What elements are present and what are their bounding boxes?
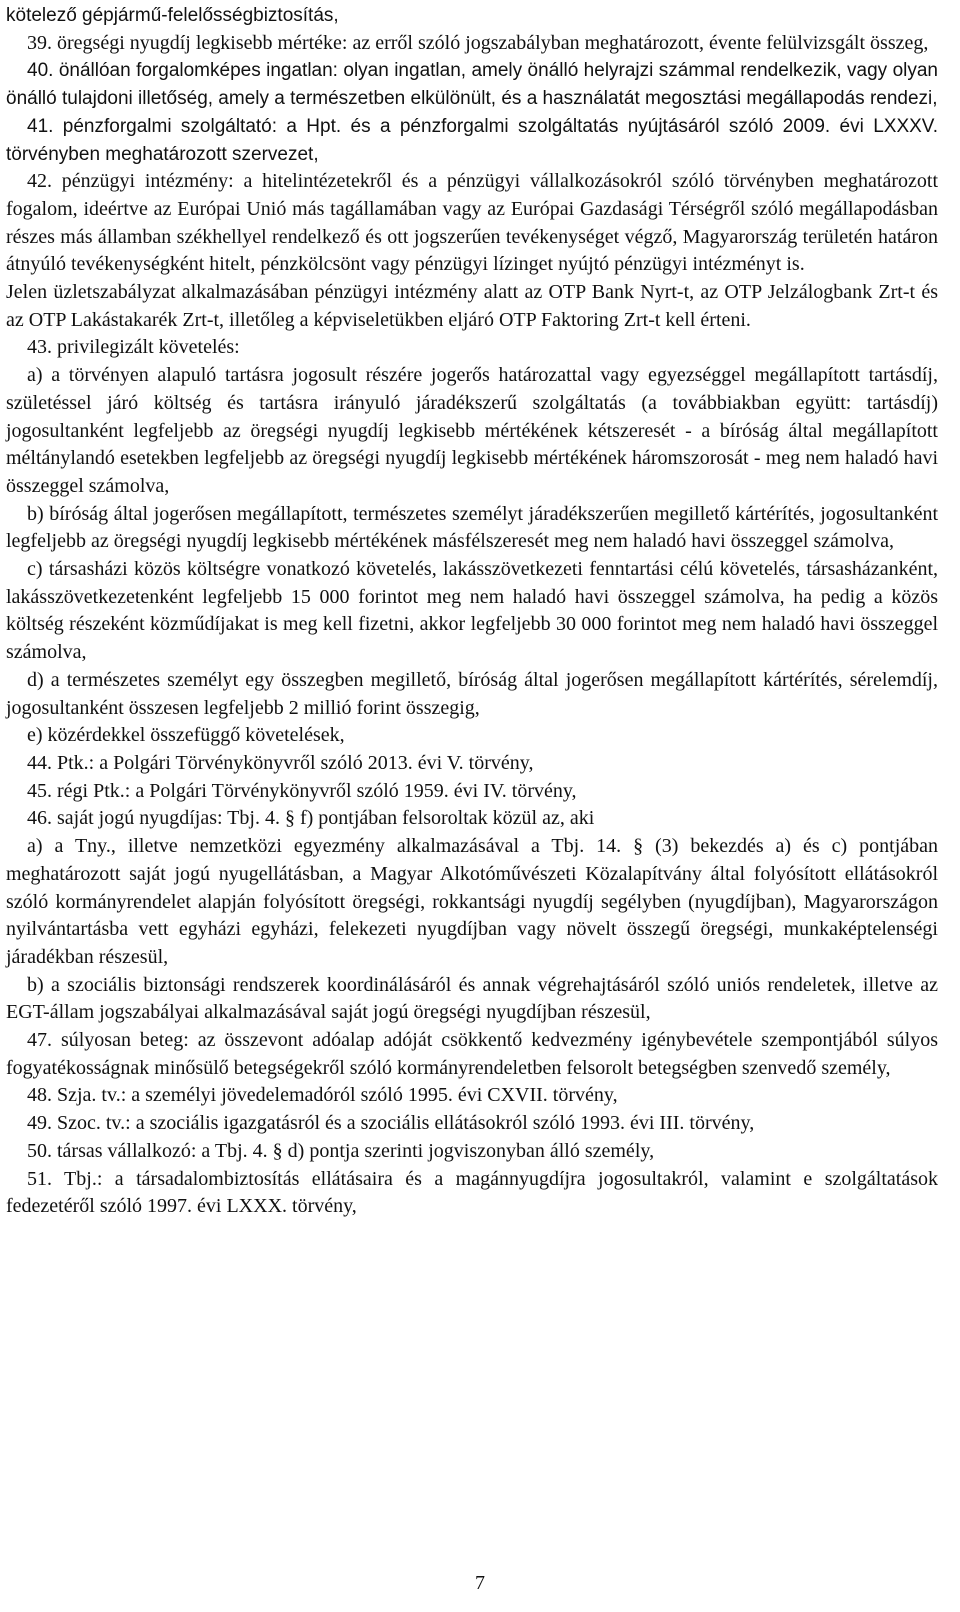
definition-47: 47. súlyosan beteg: az összevont adóalap adóját csökkentő kedvezmény igénybevétele szempontjából súlyos fogyatékosságnak minősülő betegségekről szóló kormányrendeletben felsorolt betegségben szenvedő személy,	[6, 1029, 938, 1079]
definition-39: 39. öregségi nyugdíj legkisebb mértéke: az erről szóló jogszabályban meghatározott, évente felülvizsgált összeg,	[27, 31, 929, 54]
definition-44: 44. Ptk.: a Polgári Törvénykönyvről szóló 2013. évi V. törvény,	[27, 751, 534, 774]
definition-42: 42. pénzügyi intézmény: a hitelintézetekről és a pénzügyi vállalkozásokról szóló törvényben meghatározott fogalom, ideértve az Európai Unió más tagállamában vagy az Európai Gazdasági Térségről szóló megállapodásban részes más államban székhellyel rendelkező és ott jogszerűen tevékenységet végző, Magyarország területén határon átnyúló tevékenységként hitelt, pénzkölcsönt vagy pénzügyi lízinget nyújtó pénzügyi intézményt is.	[6, 170, 938, 276]
document-page	[6, 2, 938, 1221]
definition-48: 48. Szja. tv.: a személyi jövedelemadóról szóló 1995. évi CXVII. törvény,	[27, 1084, 618, 1107]
definition-50: 50. társas vállalkozó: a Tbj. 4. § d) pontja szerinti jogviszonyban álló személy,	[27, 1139, 655, 1162]
definition-43-e: e) közérdekkel összefüggő követelések,	[27, 724, 345, 747]
definition-43-d: d) a természetes személyt egy összegben megillető, bíróság által jogerősen megállapított kártérítés, sérelemdíj, jogosultanként összesen legfeljebb 2 millió forint összegig,	[6, 668, 938, 719]
definition-40: 40. önállóan forgalomképes ingatlan: olyan ingatlan, amely önálló helyrajzi számmal rendelkezik, vagy olyan önálló tulajdoni illetőség, amely a természetben elkülönült, és a használatát megosztási megállapodás rendezi,	[6, 60, 938, 110]
definition-51: 51. Tbj.: a társadalombiztosítás ellátásaira és a magánnyugdíjra jogosultakról, valamint e szolgáltatások fedezetéről szóló 1997. évi LXXX. törvény,	[6, 1167, 938, 1218]
definition-45: 45. régi Ptk.: a Polgári Törvénykönyvről szóló 1959. évi IV. törvény,	[27, 779, 577, 802]
definition-46-b: b) a szociális biztonsági rendszerek koordinálásáról és annak végrehajtásáról szóló uniós rendeletek, illetve az EGT-állam jogszabályai alkalmazásával saját jogú öregségi nyugdíjban részesül,	[6, 973, 938, 1024]
definition-42-note: Jelen üzletszabályzat alkalmazásában pénzügyi intézmény alatt az OTP Bank Nyrt-t, az OTP Jelzálogbank Zrt-t és az OTP Lakástakarék Zrt-t, illetőleg a képviseletükben eljáró OTP Faktoring Zrt-t kell érteni.	[6, 281, 938, 331]
definition-41: 41. pénzforgalmi szolgáltató: a Hpt. és a pénzforgalmi szolgáltatás nyújtásáról szóló 2009. évi LXXXV. törvényben meghatározott szervezet,	[6, 115, 938, 165]
definition-43-a: a) a törvényen alapuló tartásra jogosult részére jogerős határozattal vagy egyezséggel megállapított tartásdíj, születéssel járó költség és tartásra irányuló járadékszerű szolgáltatás (a továbbiakban együtt: tartásdíj) jogosultanként legfeljebb az öregségi nyugdíj legkisebb mértékének kétszeresét - a bíróság által megállapított méltánylandó esetekben legfeljebb az öregségi nyugdíj legkisebb mértékének háromszorosát - meg nem haladó havi összeggel számolva,	[6, 364, 938, 497]
definition-46-a: a) a Tny., illetve nemzetközi egyezmény alkalmazásával a Tbj. 14. § (3) bekezdés a) és c) pontjában meghatározott saját jogú nyugellátásban, a Magyar Alkotóművészeti Közalapítvány által folyósított ellátásokról szóló kormányrendelet alapján folyósított öregségi, rokkantsági nyugdíj segélyben (nyugdíjban), Magyarországon nyilvántartásba vett egyházi egyházi, felekezeti nyugdíjban vagy növelt összegű öregségi, munkaképtelenségi járadékban részesül,	[6, 835, 938, 968]
definition-46: 46. saját jogú nyugdíjas: Tbj. 4. § f) pontjában felsoroltak közül az, aki	[27, 807, 595, 830]
paragraph-continued: kötelező gépjármű-felelősségbiztosítás,	[6, 5, 339, 26]
page-number: 7	[475, 1572, 485, 1594]
definition-43-c: c) társasházi közös költségre vonatkozó követelés, lakásszövetkezeti fenntartási célú követelés, társasházanként, lakásszövetkezetenként legfeljebb 15 000 forintot meg nem haladó havi összeggel számolva, ha pedig a közös költség részeként közműdíjakat is meg kell fizetni, akkor legfeljebb 30 000 forintot meg nem haladó havi összeggel számolva,	[6, 558, 938, 664]
definition-49: 49. Szoc. tv.: a szociális igazgatásról és a szociális ellátásokról szóló 1993. évi III. törvény,	[27, 1112, 755, 1135]
definition-43-b: b) bíróság által jogerősen megállapított, természetes személyt járadékszerűen megillető kártérítés, jogosultanként legfeljebb az öregségi nyugdíj legkisebb mértékének másfélszeresét meg nem haladó havi összeggel számolva,	[6, 502, 938, 553]
definition-43: 43. privilegizált követelés:	[27, 336, 240, 359]
